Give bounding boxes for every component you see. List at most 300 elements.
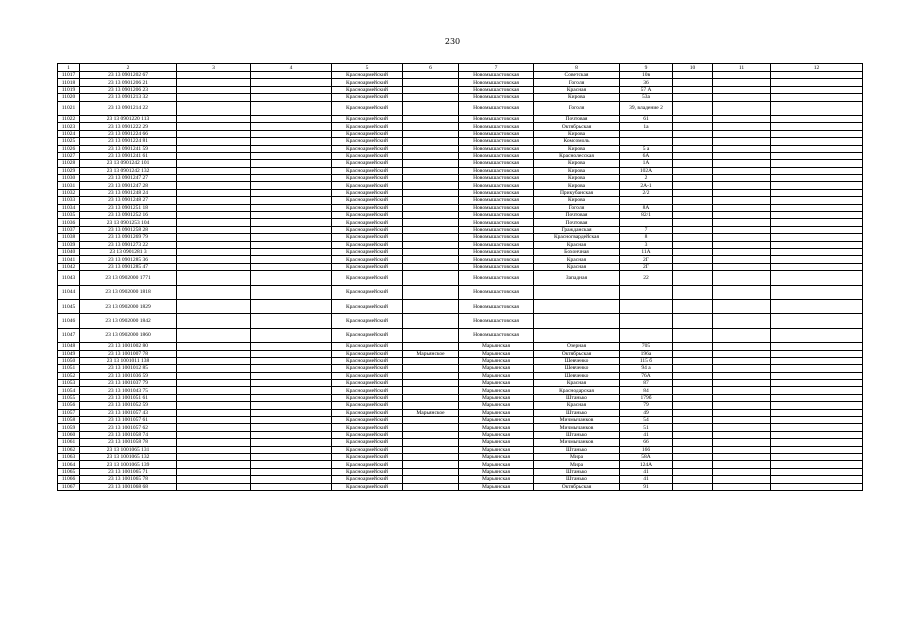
table-cell [177,394,251,401]
table-cell [251,453,332,460]
table-cell [713,226,771,233]
table-cell [673,248,713,255]
table-cell: 11060 [58,431,80,438]
table-cell: Марьянская [459,453,534,460]
table-cell [673,263,713,270]
table-cell [251,417,332,424]
table-cell [403,248,459,255]
table-row [58,130,863,137]
table-cell: Кирова [534,182,620,189]
table-cell [177,271,251,285]
table-cell [177,424,251,431]
table-cell: 23 13 0901247 27 [80,175,177,182]
table-cell: Красноармейский [332,167,403,174]
table-cell [673,204,713,211]
table-cell: 11046 [58,314,80,328]
table-cell [403,483,459,490]
table-cell: 11043 [58,271,80,285]
column-header-9: 9 [620,64,673,72]
table-cell: 23 13 1001068 68 [80,483,177,490]
table-cell [713,387,771,394]
table-cell [713,394,771,401]
table-cell: Октябрьская [534,123,620,130]
table-cell [251,248,332,255]
table-cell: 23 13 1001007 78 [80,350,177,357]
table-row [58,409,863,416]
table-cell: 11067 [58,483,80,490]
table-cell [673,130,713,137]
table-cell [713,167,771,174]
table-cell [673,182,713,189]
table-cell: 11047 [58,328,80,342]
table-cell [251,256,332,263]
table-cell [403,380,459,387]
table-cell: 23 13 0901285 36 [80,256,177,263]
table-cell: Красная [534,86,620,93]
table-cell: Красноармейский [332,115,403,122]
table-cell: Красногвардейская [534,234,620,241]
table-cell [713,365,771,372]
table-cell [177,86,251,93]
table-cell: 11057 [58,409,80,416]
table-cell [673,72,713,79]
table-cell: 7 [620,226,673,233]
table-cell [403,138,459,145]
table-cell [620,197,673,204]
table-cell [673,424,713,431]
table-cell: Шевченко [534,365,620,372]
table-cell: 23 13 0901252 16 [80,212,177,219]
table-cell [771,285,863,299]
table-cell: 11017 [58,72,80,79]
table-cell: Красноармейский [332,424,403,431]
table-cell: Штанько [534,476,620,483]
table-cell [771,138,863,145]
table-cell [713,453,771,460]
table-cell [771,167,863,174]
table-cell: 11061 [58,439,80,446]
table-cell: Бохончная [534,248,620,255]
table-cell [771,453,863,460]
table-cell: 79 [620,402,673,409]
table-cell [713,357,771,364]
table-cell [673,241,713,248]
table-row [58,241,863,248]
table-cell [713,101,771,115]
table-cell: 23 13 0901241 59 [80,145,177,152]
table-cell [713,372,771,379]
table-cell [251,314,332,328]
table-cell: Новомышастовская [459,212,534,219]
table-cell: 41 [620,476,673,483]
table-cell: Новомышастовская [459,123,534,130]
table-cell: 84 [620,387,673,394]
table-cell: 23 13 0902000 1771 [80,271,177,285]
column-header-5: 5 [332,64,403,72]
table-cell [403,130,459,137]
table-cell [403,86,459,93]
table-cell: 8А [620,204,673,211]
table-cell [403,241,459,248]
column-header-7: 7 [459,64,534,72]
table-cell: Новомышастовская [459,94,534,101]
table-cell: Новомышастовская [459,256,534,263]
table-cell [251,152,332,159]
table-row [58,468,863,475]
table-cell: Марьянское [403,409,459,416]
table-cell [251,197,332,204]
table-cell [403,152,459,159]
table-cell: 179б [620,394,673,401]
table-cell: Новомышастовская [459,130,534,137]
table-cell: Красноармейский [332,94,403,101]
table-cell [771,145,863,152]
table-cell: Красноармейский [332,380,403,387]
table-cell [771,123,863,130]
column-header-1: 1 [58,64,80,72]
table-cell [713,138,771,145]
table-cell [673,226,713,233]
table-cell [251,476,332,483]
table-cell [673,402,713,409]
table-cell: 23 13 1001057 61 [80,417,177,424]
table-cell: Новомышастовская [459,152,534,159]
table-cell [771,365,863,372]
table-cell: Марьянская [459,350,534,357]
table-cell: Кирова [534,197,620,204]
table-cell: Новомышастовская [459,72,534,79]
table-cell [673,350,713,357]
table-cell [771,79,863,86]
table-cell: 23 13 1001043 75 [80,387,177,394]
table-cell [251,402,332,409]
table-cell: 11037 [58,226,80,233]
table-cell [771,446,863,453]
table-cell [177,409,251,416]
table-row [58,101,863,115]
table-row [58,234,863,241]
table-cell: Гоголя [534,101,620,115]
table-cell: 11026 [58,145,80,152]
table-cell: 23 13 0902000 1818 [80,285,177,299]
table-cell [620,138,673,145]
table-cell: 11045 [58,299,80,313]
table-row [58,138,863,145]
table-cell [673,79,713,86]
table-row [58,380,863,387]
table-row [58,226,863,233]
table-cell: Новомышастовская [459,234,534,241]
table-cell [251,123,332,130]
table-cell [403,476,459,483]
table-row [58,204,863,211]
table-cell: Красноармейский [332,365,403,372]
table-cell [177,476,251,483]
table-cell [177,138,251,145]
table-cell: 23 13 1001058 74 [80,431,177,438]
table-cell: Прикубанская [534,189,620,196]
table-cell [177,212,251,219]
table-cell [177,372,251,379]
table-cell: 23 13 1001002 80 [80,343,177,350]
table-cell: Шевченко [534,357,620,364]
table-cell [673,271,713,285]
table-cell: 23 13 0901281 3 [80,248,177,255]
table-cell: Марьянская [459,357,534,364]
table-cell [771,182,863,189]
table-cell: Марьянская [459,417,534,424]
table-cell [403,160,459,167]
table-cell [620,314,673,328]
table-cell [673,372,713,379]
column-header-2: 2 [80,64,177,72]
table-cell: Марьянская [459,446,534,453]
table-cell [620,285,673,299]
table-cell: 23 13 1001057 43 [80,409,177,416]
table-cell: Красная [534,241,620,248]
table-cell [177,380,251,387]
table-cell: 11044 [58,285,80,299]
table-cell [713,483,771,490]
table-cell: 124А [620,461,673,468]
table-cell: Новомышастовская [459,115,534,122]
table-cell: 11А [620,248,673,255]
table-row [58,461,863,468]
table-cell [673,115,713,122]
table-cell: 23 13 1001051 61 [80,394,177,401]
table-cell [177,160,251,167]
table-cell: Красноармейский [332,409,403,416]
table-cell: Красноармейский [332,197,403,204]
table-cell [177,256,251,263]
table-cell: Красноармейский [332,343,403,350]
table-cell: Красноармейский [332,357,403,364]
table-cell: Марьянская [459,483,534,490]
table-cell [403,299,459,313]
table-cell [534,328,620,342]
table-cell: 11035 [58,212,80,219]
table-cell: 11033 [58,197,80,204]
table-cell [713,461,771,468]
table-cell [713,212,771,219]
table-cell: 2Г [620,256,673,263]
table-cell: 61 [620,115,673,122]
table-cell [403,72,459,79]
table-cell: Новомышастовская [459,138,534,145]
table-cell: 23 13 0902000 1829 [80,299,177,313]
table-cell: Кирова [534,175,620,182]
table-cell [251,365,332,372]
table-cell: 36 [620,79,673,86]
table-cell [177,241,251,248]
table-row [58,271,863,285]
table-cell: Марьянская [459,409,534,416]
table-cell [713,446,771,453]
table-cell: 23 13 0901258 28 [80,226,177,233]
table-cell: 23 13 0901206 21 [80,79,177,86]
table-cell [177,94,251,101]
table-cell [771,343,863,350]
table-cell [673,468,713,475]
table-cell: 11021 [58,101,80,115]
table-cell: 102А [620,167,673,174]
table-cell: 11031 [58,182,80,189]
table-cell [403,204,459,211]
table-cell [713,130,771,137]
table-cell [177,248,251,255]
table-cell [673,145,713,152]
table-row [58,115,863,122]
table-cell [673,461,713,468]
table-cell [251,219,332,226]
table-cell [771,226,863,233]
table-cell: 23 13 0901213 32 [80,94,177,101]
table-cell: 11027 [58,152,80,159]
table-cell: 11022 [58,115,80,122]
table-cell [534,314,620,328]
table-cell: 11064 [58,461,80,468]
table-cell: 196а [620,350,673,357]
table-cell [673,138,713,145]
table-cell [673,394,713,401]
table-cell [620,130,673,137]
table-cell: Марьянская [459,372,534,379]
table-cell: Марьянская [459,468,534,475]
table-cell [771,115,863,122]
table-cell: 23 13 0901248 24 [80,189,177,196]
table-cell [673,483,713,490]
table-cell [251,431,332,438]
table-row [58,248,863,255]
table-cell: 23 13 0901273 22 [80,241,177,248]
table-cell [403,285,459,299]
table-cell [673,431,713,438]
table-cell: Красноармейский [332,453,403,460]
table-cell [713,417,771,424]
table-cell [177,72,251,79]
table-cell: 2Г [620,263,673,270]
table-cell [403,145,459,152]
table-cell: Штанько [534,446,620,453]
table-cell: Марьянское [403,350,459,357]
table-cell: Мира [534,453,620,460]
table-cell [177,314,251,328]
table-cell: Новомышастовская [459,145,534,152]
table-cell [177,357,251,364]
table-cell: 23 13 0901247 28 [80,182,177,189]
table-cell [403,263,459,270]
table-cell [620,299,673,313]
table-cell: 166 [620,446,673,453]
table-row [58,145,863,152]
table-cell [713,123,771,130]
table-cell: 23 13 1001057 62 [80,424,177,431]
table-cell [771,387,863,394]
table-cell [673,175,713,182]
table-cell: Красноармейский [332,461,403,468]
table-cell: Красноармейский [332,123,403,130]
table-cell: Новомышастовская [459,263,534,270]
table-cell: 11052 [58,372,80,379]
table-cell: Красноармейский [332,476,403,483]
table-cell: Красноармейский [332,86,403,93]
table-cell: 54 [620,417,673,424]
table-cell: 23 13 0901253 104 [80,219,177,226]
table-cell [713,182,771,189]
table-cell: 23 13 1001058 78 [80,439,177,446]
table-cell: Марьянская [459,431,534,438]
table-cell [403,461,459,468]
table-cell: Красноармейский [332,314,403,328]
table-cell: 115 б [620,357,673,364]
table-cell: 3 [620,241,673,248]
table-cell: 11034 [58,204,80,211]
table-cell [177,387,251,394]
table-row [58,417,863,424]
table-cell [771,417,863,424]
table-cell [251,182,332,189]
table-cell: Красноармейский [332,271,403,285]
table-cell: 23 13 0902000 1842 [80,314,177,328]
table-row [58,94,863,101]
table-cell [713,431,771,438]
table-cell: 11023 [58,123,80,130]
column-header-11: 11 [713,64,771,72]
table-cell [251,380,332,387]
table-cell: 2 [620,175,673,182]
table-cell: 11056 [58,402,80,409]
table-cell: Красноармейский [332,182,403,189]
table-cell [713,350,771,357]
table-cell [177,197,251,204]
table-cell: Новомышастовская [459,79,534,86]
column-header-6: 6 [403,64,459,72]
table-cell: 11039 [58,241,80,248]
table-cell [251,271,332,285]
table-cell: Красноармейский [332,285,403,299]
table-cell: Советская [534,72,620,79]
table-cell [673,439,713,446]
table-cell: Марьянская [459,365,534,372]
table-row [58,439,863,446]
table-cell [673,314,713,328]
table-cell: Штанько [534,394,620,401]
table-cell [534,299,620,313]
table-cell [771,212,863,219]
table-cell [673,476,713,483]
table-cell [177,152,251,159]
table-cell: Новомышастовская [459,271,534,285]
table-cell: 23 13 0901206 23 [80,86,177,93]
table-cell [673,409,713,416]
table-cell [771,256,863,263]
table-cell: 1а [620,123,673,130]
table-cell [251,468,332,475]
table-row [58,299,863,313]
table-cell [177,189,251,196]
table-cell [771,461,863,468]
table-cell [403,357,459,364]
table-cell: Красноармейский [332,468,403,475]
table-cell: 11065 [58,468,80,475]
table-cell [673,234,713,241]
table-cell [177,299,251,313]
table-cell [673,189,713,196]
table-cell: 11049 [58,350,80,357]
table-cell [403,417,459,424]
table-cell: Красноармейский [332,101,403,115]
table-cell [177,115,251,122]
